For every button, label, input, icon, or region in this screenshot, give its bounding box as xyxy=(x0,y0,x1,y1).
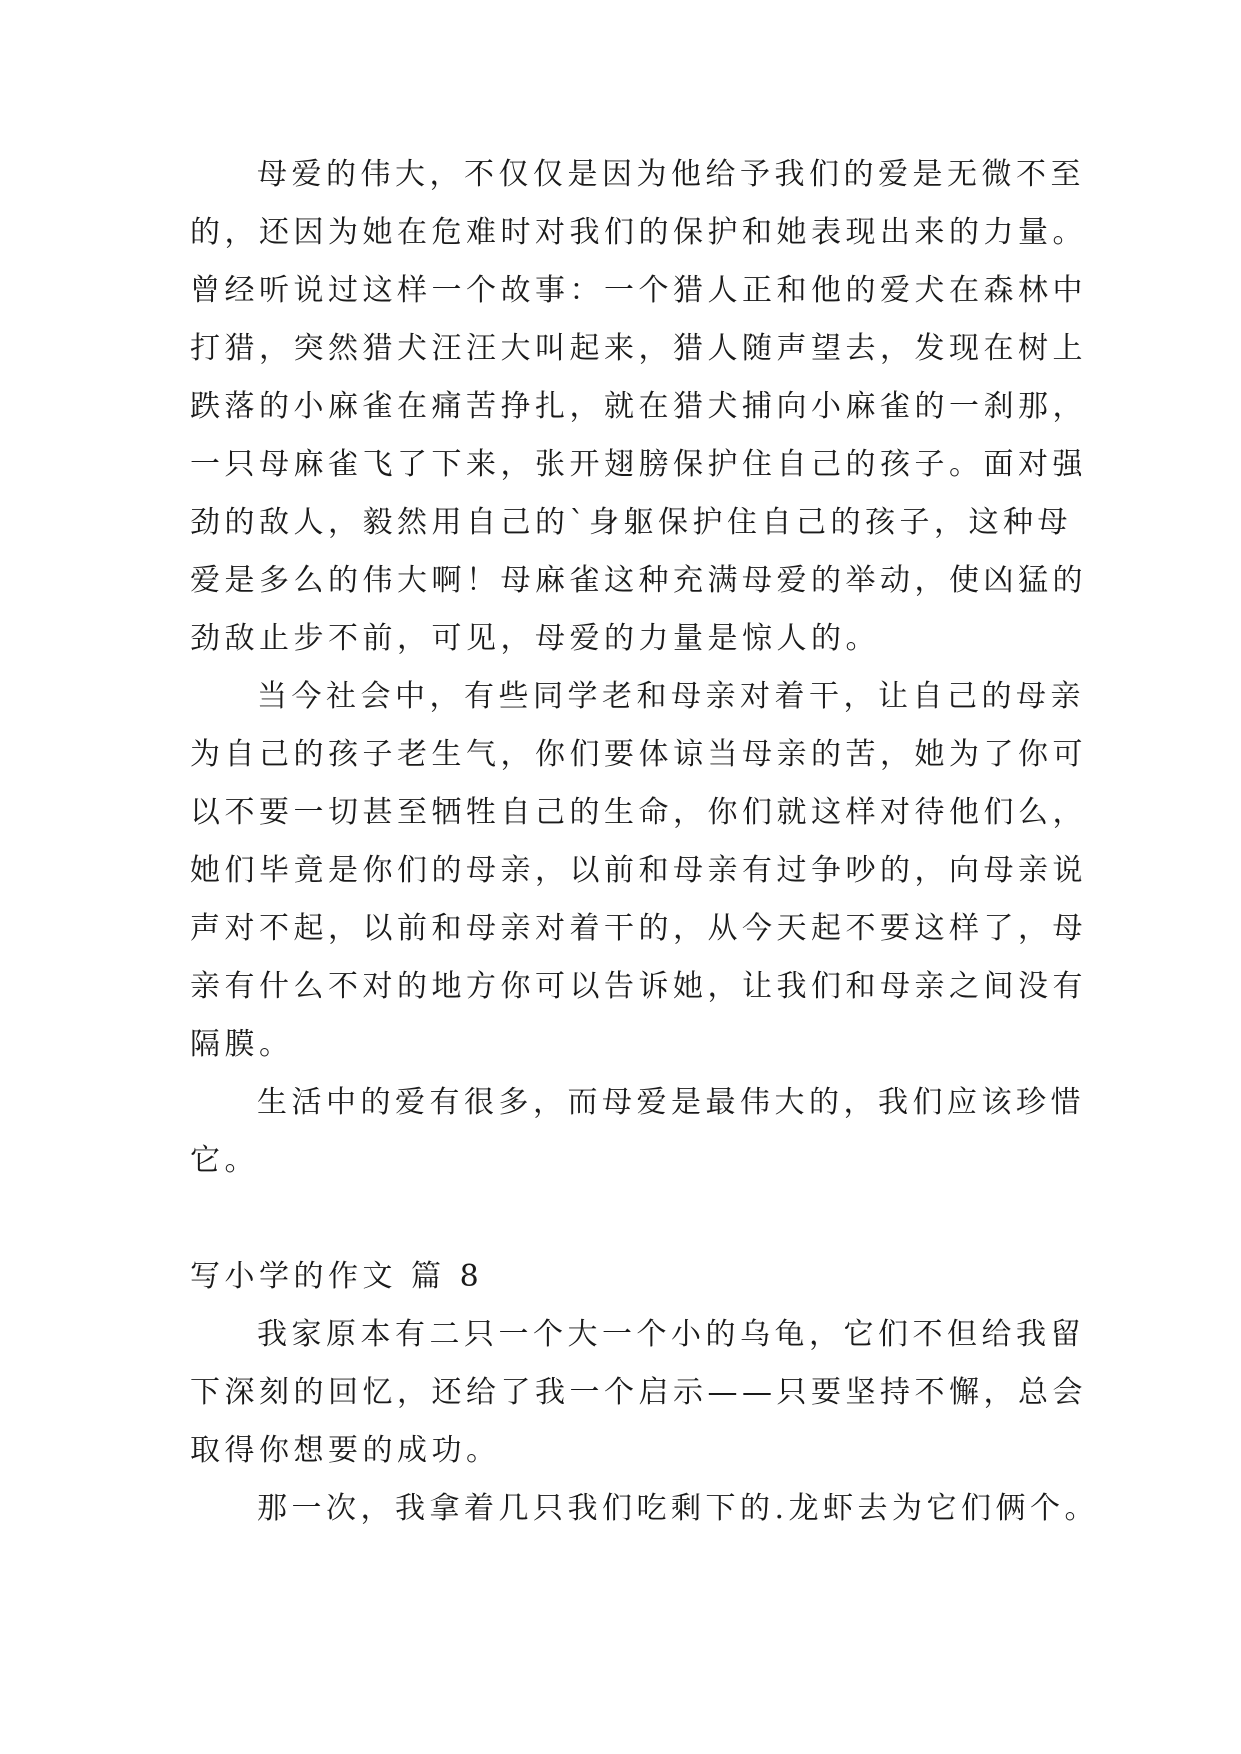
paragraph-line: 母爱的伟大，不仅仅是因为他给予我们的爱是无微不至 xyxy=(257,157,1085,192)
paragraph-line: 打猎，突然猎犬汪汪大叫起来，猎人随声望去，发现在树上 xyxy=(190,331,1087,366)
paragraph-line: 亲有什么不对的地方你可以告诉她，让我们和母亲之间没有 xyxy=(190,969,1087,1004)
paragraph-line: 爱是多么的伟大啊！母麻雀这种充满母爱的举动，使凶猛的 xyxy=(190,563,1087,598)
paragraph-line: 跌落的小麻雀在痛苦挣扎，就在猎犬捕向小麻雀的一刹那， xyxy=(190,389,1087,424)
paragraph-line: 我家原本有二只一个大一个小的乌龟，它们不但给我留 xyxy=(257,1317,1085,1352)
paragraph-line: 它。 xyxy=(190,1143,259,1178)
paragraph-line: 隔膜。 xyxy=(190,1027,294,1062)
paragraph-line: 曾经听说过这样一个故事：一个猎人正和他的爱犬在森林中 xyxy=(190,273,1087,308)
paragraph-line: 以不要一切甚至牺牲自己的生命，你们就这样对待他们么， xyxy=(190,795,1087,830)
paragraph-line: 那一次，我拿着几只我们吃剩下的.龙虾去为它们俩个。 xyxy=(257,1491,1100,1526)
paragraph-line: 的，还因为她在危难时对我们的保护和她表现出来的力量。 xyxy=(190,215,1087,250)
paragraph-line: 下深刻的回忆，还给了我一个启示——只要坚持不懈，总会 xyxy=(190,1375,1087,1410)
paragraph-line: 声对不起，以前和母亲对着干的，从今天起不要这样了，母 xyxy=(190,911,1087,946)
section-heading: 写小学的作文 篇 8 xyxy=(190,1259,484,1294)
paragraph-line: 取得你想要的成功。 xyxy=(190,1433,501,1468)
paragraph-line: 生活中的爱有很多，而母爱是最伟大的，我们应该珍惜 xyxy=(257,1085,1085,1120)
paragraph-line: 为自己的孩子老生气，你们要体谅当母亲的苦，她为了你可 xyxy=(190,737,1087,772)
paragraph-line: 一只母麻雀飞了下来，张开翅膀保护住自己的孩子。面对强 xyxy=(190,447,1087,482)
paragraph-line: 劲的敌人，毅然用自己的`身躯保护住自己的孩子，这种母 xyxy=(190,505,1072,540)
paragraph-line: 当今社会中，有些同学老和母亲对着干，让自己的母亲 xyxy=(257,679,1085,714)
paragraph-line: 劲敌止步不前，可见，母爱的力量是惊人的。 xyxy=(190,621,880,656)
paragraph-line: 她们毕竟是你们的母亲，以前和母亲有过争吵的，向母亲说 xyxy=(190,853,1087,888)
